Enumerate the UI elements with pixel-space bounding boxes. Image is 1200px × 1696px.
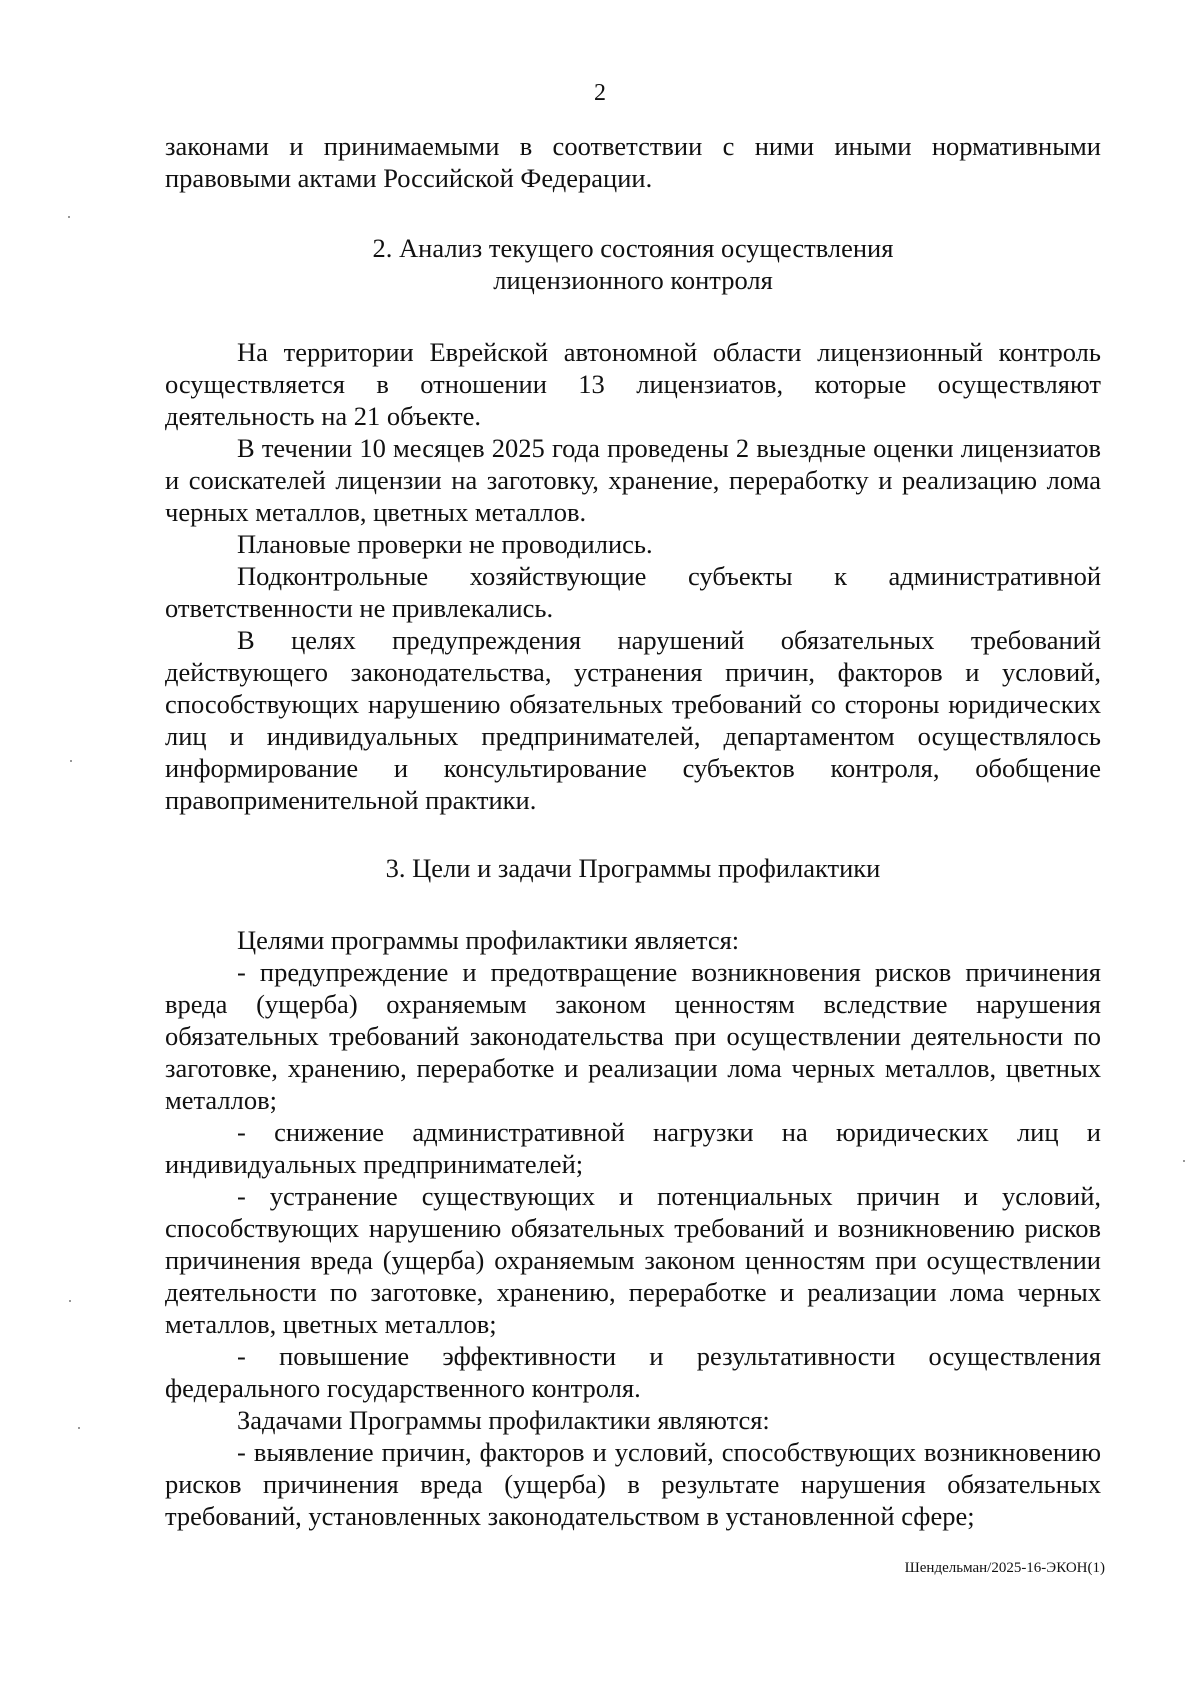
intro-paragraph: законами и принимаемыми в соответствии с ними иными нормативными правовыми актами Российской Федерации. [165, 131, 1101, 193]
footer-document-code: Шендельман/2025-16-ЭКОН(1) [904, 1560, 1105, 1576]
section-3-list-item: - предупреждение и предотвращение возникновения рисков причинения вреда (ущерба) охраняемым законом ценностям вследствие нарушения обязательных требований законодательства при осуществлении деятельности по заготовке, хранению, переработке и реализации лома черных металлов, цветных металлов; [165, 957, 1101, 1115]
section-3-list-item: - устранение существующих и потенциальных причин и условий, способствующих нарушению обязательных требований и возникновению рисков причинения вреда (ущерба) охраняемым законом ценностям при осуществлении деятельности по заготовке, хранению, переработке и реализации лома черных металлов, цветных металлов; [165, 1181, 1101, 1339]
section-2-paragraph: В целях предупреждения нарушений обязательных требований действующего законодательства, устранения причин, факторов и условий, способствующих нарушению обязательных требований со стороны юридических лиц и индивидуальных предпринимателей, департаментом осуществлялось информирование и консультирование субъектов контроля, обобщение правоприменительной практики. [165, 625, 1101, 815]
section-2-paragraph: На территории Еврейской автономной области лицензионный контроль осуществляется в отношении 13 лицензиатов, которые осуществляют деятельность на 21 объекте. [165, 337, 1101, 431]
section-2-paragraph: Плановые проверки не проводились. [237, 529, 653, 559]
section-2-paragraph: В течении 10 месяцев 2025 года проведены 2 выездные оценки лицензиатов и соискателей лицензии на заготовку, хранение, переработку и реализацию лома черных металлов, цветных металлов. [165, 433, 1101, 527]
scan-speck [78, 1427, 80, 1429]
page-number: 2 [594, 80, 606, 106]
section-3-list-item: - снижение административной нагрузки на юридических лиц и индивидуальных предпринимателей; [165, 1117, 1101, 1179]
document-body [165, 130, 1101, 1532]
scan-speck [70, 760, 72, 762]
section-3-paragraph: Задачами Программы профилактики являются: [237, 1405, 770, 1435]
section-3-heading: 3. Цели и задачи Программы профилактики [385, 853, 881, 883]
section-2-heading-line-2: лицензионного контроля [493, 265, 773, 295]
section-3-paragraph: Целями программы профилактики является: [237, 925, 740, 955]
scan-speck [68, 216, 70, 218]
section-2-heading [165, 232, 1101, 296]
section-2-paragraph: Подконтрольные хозяйствующие субъекты к административной ответственности не привлекались. [165, 561, 1101, 623]
section-3-list-item: - выявление причин, факторов и условий, способствующих возникновению рисков причинения вреда (ущерба) в результате нарушения обязательных требований, установленных законодательством в установленной сфере; [165, 1437, 1101, 1531]
section-2-heading-line-1: 2. Анализ текущего состояния осуществления [372, 233, 894, 263]
scan-speck [69, 1300, 71, 1302]
scan-speck [1183, 1160, 1185, 1162]
section-3-list-item: - повышение эффективности и результативности осуществления федерального государственного контроля. [165, 1341, 1101, 1403]
